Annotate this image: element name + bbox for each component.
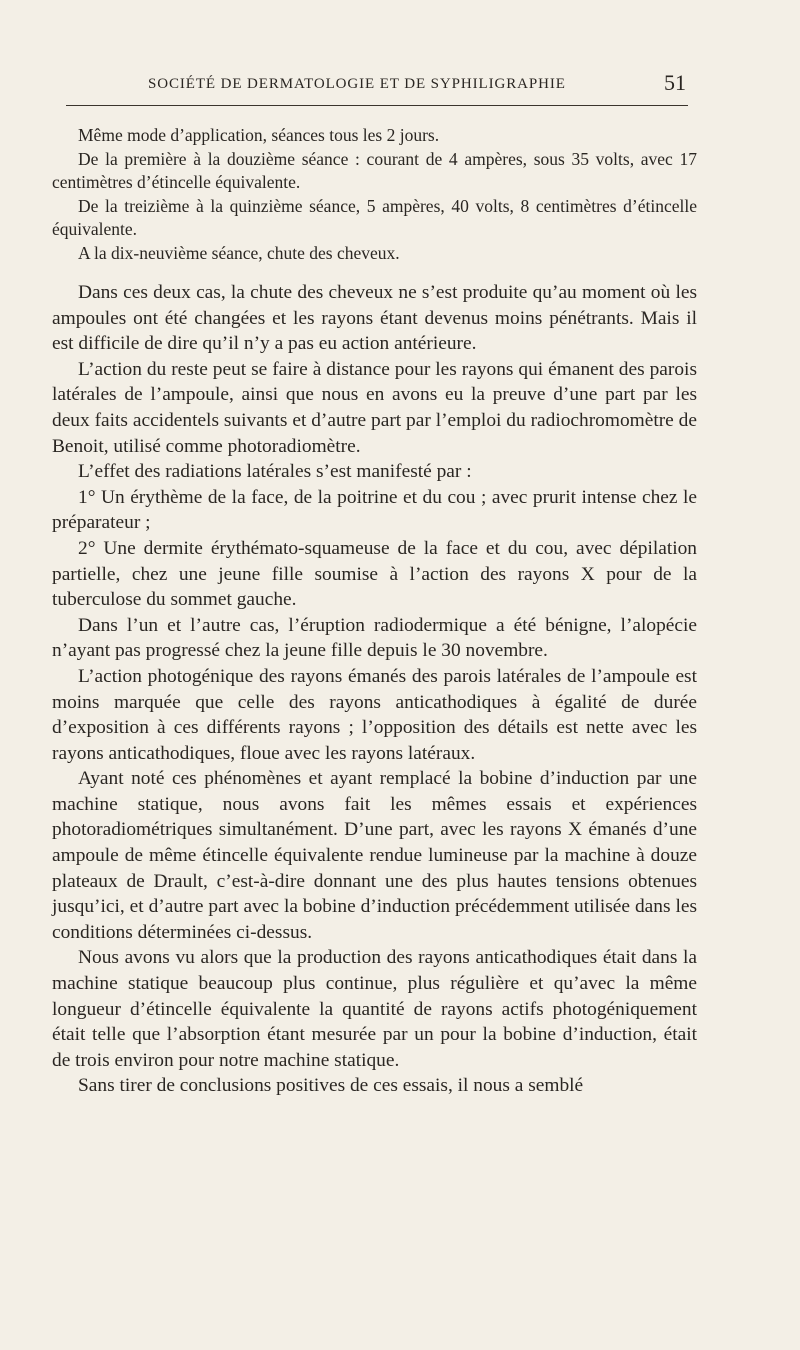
body-paragraph: 2° Une dermite érythémato-squameuse de la face et du cou, avec dépilation partielle, chez une jeune fille soumise à l’action des rayons X pour de la tuberculose du sommet gauche. [52, 537, 697, 611]
page-body [52, 124, 697, 1099]
body-paragraph: L’action photogénique des rayons émanés des parois latérales de l’ampoule est moins marquée que celle des rayons anticathodiques à égalité de durée d’exposition à ces différents rayons ; l’opposition des détails est nette avec les rayons anticathodiques, floue avec les rayons latéraux. [52, 665, 697, 764]
note-paragraph: De la première à la douzième séance : courant de 4 ampères, sous 35 volts, avec 17 centimètres d’étincelle équivalente. [52, 148, 697, 192]
page-header [62, 70, 686, 102]
note-paragraph: A la dix-neuvième séance, chute des cheveux. [78, 242, 400, 263]
body-paragraph: Dans ces deux cas, la chute des cheveux ne s’est produite qu’au moment où les ampoules ont été changées et les rayons étant devenus moins pénétrants. Mais il est difficile de dire qu’il n’y a pas eu action antérieure. [52, 282, 697, 355]
note-paragraph: De la treizième à la quinzième séance, 5 ampères, 40 volts, 8 centimètres d’étincelle équivalente. [52, 195, 697, 239]
body-paragraph: 1° Un érythème de la face, de la poitrine et du cou ; avec prurit intense chez le préparateur ; [52, 486, 697, 534]
body-paragraph: Dans l’un et l’autre cas, l’éruption radiodermique a été bénigne, l’alopécie n’ayant pas progressé chez la jeune fille depuis le 30 novembre. [52, 614, 697, 662]
treatment-notes [52, 124, 697, 265]
note-paragraph: Même mode d’application, séances tous les 2 jours. [78, 125, 440, 145]
body-paragraph: Sans tirer de conclusions positives de ces essais, il nous a semblé [78, 1075, 584, 1097]
running-title: SOCIÉTÉ DE DERMATOLOGIE ET DE SYPHILIGRAPHIE [148, 76, 566, 92]
body-paragraph: Nous avons vu alors que la production des rayons anticathodiques était dans la machine statique beaucoup plus continue, plus régulière et qu’avec la même longueur d’étincelle équivalente la quantité de rayons actifs photogéniquement était telle que l’absorption étant mesurée par un pour la bobine d’induction, était de trois environ pour notre machine statique. [52, 947, 697, 1071]
body-paragraph: L’action du reste peut se faire à distance pour les rayons qui émanent des parois latérales de l’ampoule, ainsi que nous en avons eu la preuve d’une part par les deux faits accidentels suivants et d’autre part par l’emploi du radiochromomètre de Benoit, utilisé comme photoradiomètre. [52, 358, 697, 457]
body-paragraph: L’effet des radiations latérales s’est manifesté par : [78, 461, 472, 483]
page-number: 51 [664, 70, 686, 95]
main-text [52, 280, 697, 1099]
body-paragraph: Ayant noté ces phénomènes et ayant remplacé la bobine d’induction par une machine statique, nous avons fait les mêmes essais et expériences photoradiométriques simultanément. D’une part, avec les rayons X émanés d’une ampoule de même étincelle équivalente rendue lumineuse par la machine à douze plateaux de Drault, c’est-à-dire donnant une des plus hautes tensions obtenues jusqu’ici, et d’autre part avec la bobine d’induction précédemment utilisée dans les conditions déterminées ci-dessus. [52, 768, 697, 943]
header-rule [66, 105, 688, 106]
